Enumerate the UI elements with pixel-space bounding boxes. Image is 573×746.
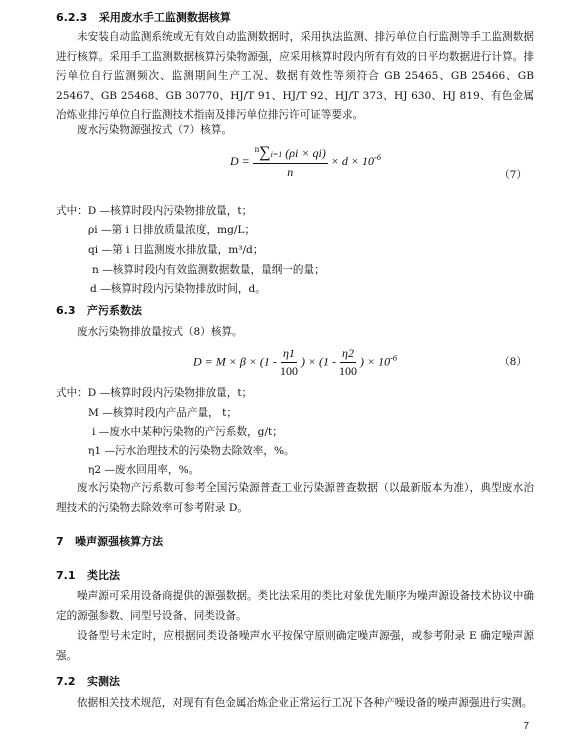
formula-exponent: -6 (374, 152, 382, 162)
formula-lhs: D = M × β × (1 - (193, 354, 277, 369)
formula-fraction (253, 144, 328, 180)
sum-lower-limit: i=1 (270, 150, 283, 159)
section-number: 7 (56, 535, 64, 548)
section-title: 采用废水手工监测数据核算 (98, 11, 231, 24)
section-title: 类比法 (87, 569, 120, 582)
definition-line: qi —第 i 日监测废水排放量，m³/d； (88, 244, 264, 256)
section-6-3-heading (56, 302, 142, 318)
definition-line: 式中：D —核算时段内污染物排放量，t； (56, 387, 253, 399)
paragraph-6-3: 废水污染物产污系数可参考全国污染源普查工业污染源普查数据（以最新版本为准），典型废水治理技术的污染物去除效率可参考附录 D。 (56, 482, 534, 514)
definition-line: ρi —第 i 日排放质量浓度，mg/L； (88, 224, 256, 236)
formula-7 (230, 144, 381, 180)
definition-line: 式中：D —核算时段内污染物排放量，t； (56, 205, 253, 217)
formula-lhs: D = (230, 153, 250, 168)
formula-fraction (339, 346, 357, 379)
section-number: 7.1 (56, 569, 76, 582)
formula-denominator: 100 (339, 364, 358, 378)
formula-7-intro: 废水污染物源强按式（7）核算。 (77, 124, 233, 136)
formula-denominator: 100 (279, 364, 298, 378)
formula-exponent: -6 (390, 353, 398, 363)
formula-numerator: η2 (340, 346, 356, 363)
formula-tail: × d × 10 (330, 153, 375, 168)
sum-upper-limit: n (254, 144, 260, 154)
formula-middle: ) × (1 - (300, 354, 337, 369)
section-7-1-heading (56, 567, 120, 583)
formula-8-intro: 废水污染物排放量按式（8）核算。 (77, 326, 243, 338)
definition-line: η1 —污水治理技术的污染物去除效率，%。 (88, 445, 295, 457)
formula-denominator: n (287, 165, 294, 179)
section-6-2-3-heading (56, 9, 231, 25)
formula-numerator: η1 (281, 346, 297, 363)
section-title: 产污系数法 (87, 304, 142, 317)
sum-symbol: ∑ (259, 144, 271, 161)
section-title: 噪声源强核算方法 (75, 535, 164, 548)
formula-fraction (280, 346, 298, 379)
paragraph-7-1-b: 设备型号未定时，应根据同类设备噪声水平按保守原则确定噪声源强，或参考附录 E 确定噪声源强。 (56, 630, 534, 662)
page-number: 7 (523, 721, 529, 732)
section-7-2-heading (56, 673, 120, 689)
paragraph-6-2-3: 未安装自动监测系统或无有效自动监测数据时，采用执法监测、排污单位自行监测等手工监测数据进行核算。采用手工监测数据核算污染物源强，应采用核算时段内所有有效的日平均数据进行计算。排污单位自行监测频次、监测期间生产工况、数据有效性等须符合 GB 25465、GB 25466、GB 25467、GB 25468、GB 30770、HJ/T 91、HJ/T 92、HJ/T 373、HJ 630、HJ 819、有色金属冶炼业排污单位自行监测技术指南及排污单位排污许可证等要求。 (56, 31, 534, 122)
section-7-heading (56, 533, 163, 549)
section-number: 6.2.3 (56, 11, 88, 24)
equation-number-8: （8） (499, 356, 527, 368)
formula-numerator: (ρi × qi) (285, 146, 326, 160)
definition-line: d —核算时段内污染物排放时间，d。 (90, 283, 266, 295)
definition-line: η2 —废水回用率，%。 (88, 464, 200, 476)
formula-8 (193, 346, 397, 379)
section-number: 6.3 (56, 304, 76, 317)
section-number: 7.2 (56, 675, 76, 688)
equation-number-7: （7） (499, 169, 527, 181)
paragraph-7-1-a: 噪声源可采用设备商提供的源强数据。类比法采用的类比对象优先顺序为噪声源设备技术协议中确定的源强参数、同型号设备、同类设备。 (56, 590, 534, 622)
definition-line: n —核算时段内有效监测数据数量，量纲一的量； (92, 264, 325, 276)
section-title: 实测法 (87, 675, 120, 688)
definition-line: i —废水中某种污染物的产污系数，g/t； (92, 426, 283, 438)
definition-line: M —核算时段内产品产量， t； (88, 407, 237, 419)
paragraph-7-2: 依据相关技术规范，对现有有色金属冶炼企业正常运行工况下各种产噪设备的噪声源强进行实测。 (77, 697, 533, 709)
formula-tail: ) × 10 (360, 354, 391, 369)
